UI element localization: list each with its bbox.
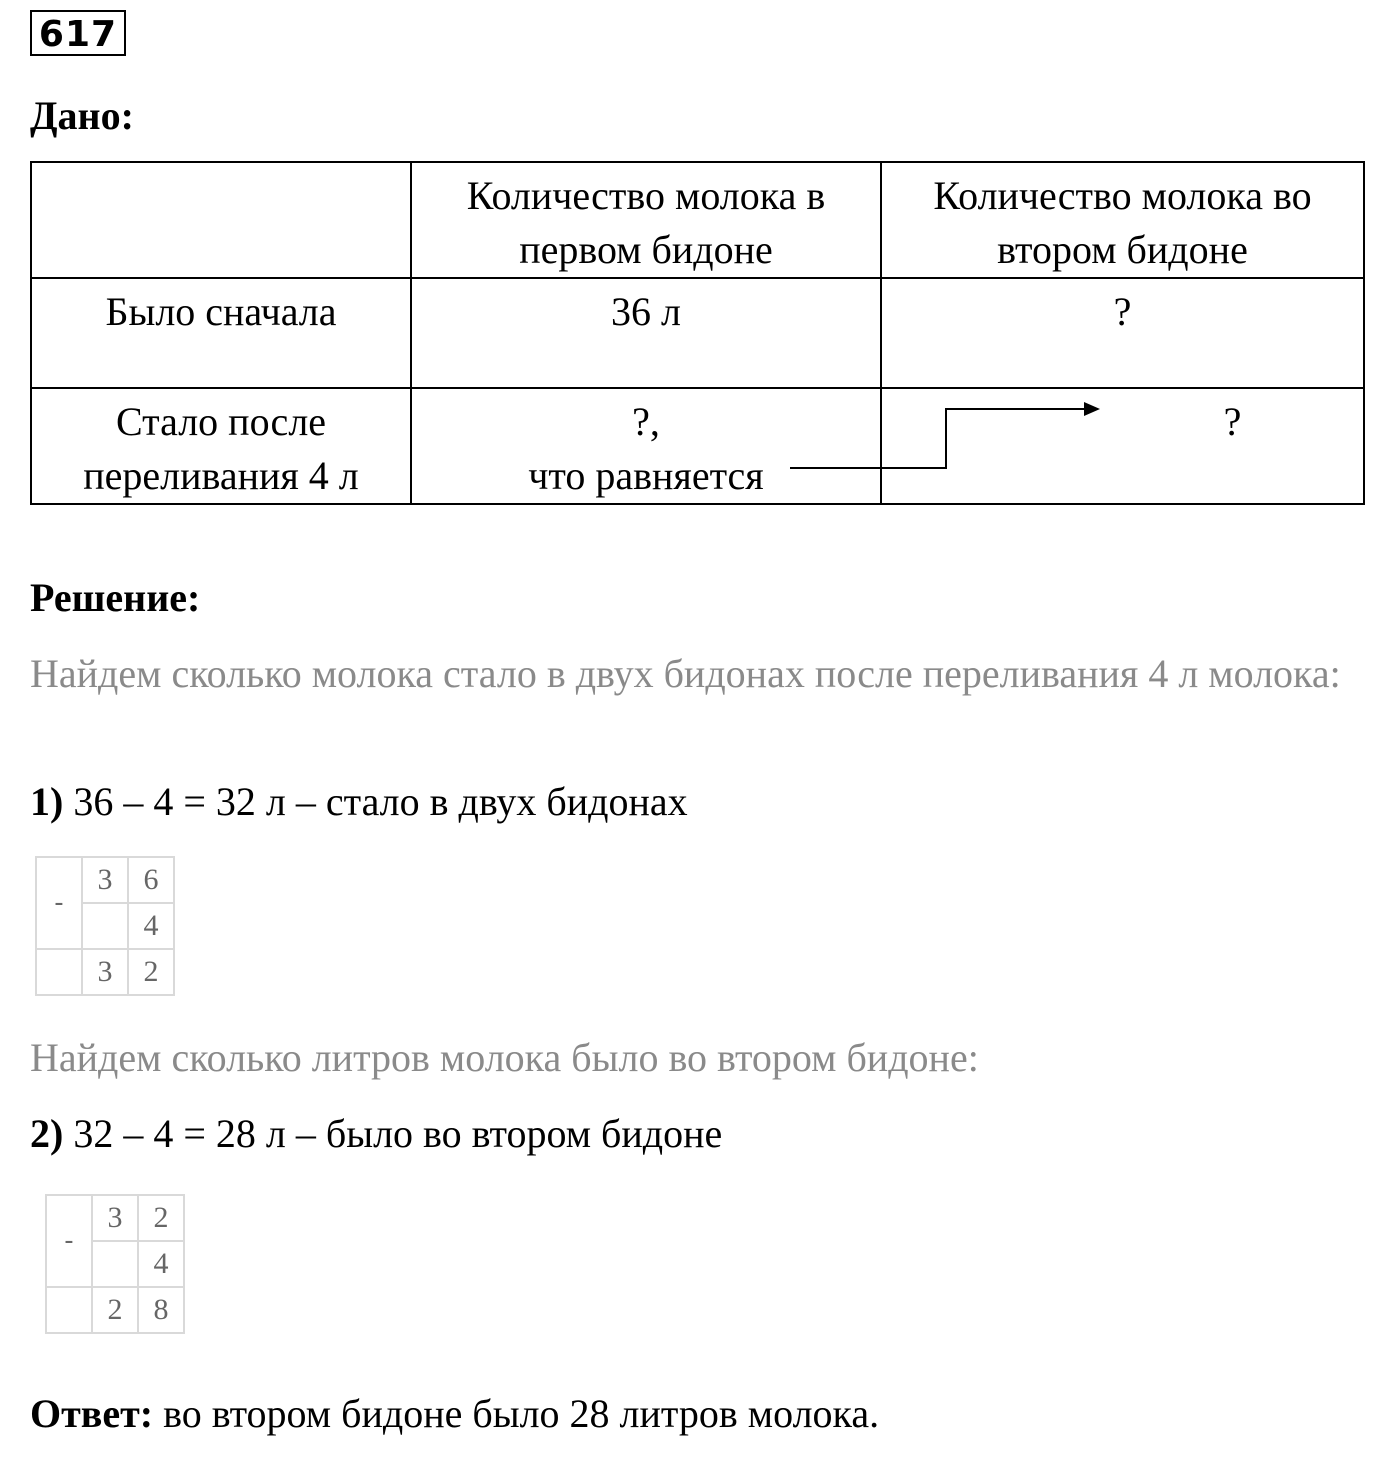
calc2-result-blank bbox=[46, 1287, 92, 1333]
step-1 bbox=[30, 778, 688, 825]
calc1-sign: - bbox=[36, 857, 82, 949]
column-subtraction-2 bbox=[45, 1194, 185, 1334]
calc2-top-ones: 2 bbox=[138, 1195, 184, 1241]
answer-text: во втором бидоне было 28 литров молока. bbox=[163, 1391, 880, 1436]
answer-label: Ответ: bbox=[30, 1391, 154, 1436]
row-after-first bbox=[411, 388, 881, 504]
step-1-number: 1) bbox=[30, 779, 64, 824]
calc1-sub-ones: 4 bbox=[128, 903, 174, 949]
calc1-top-tens: 3 bbox=[82, 857, 128, 903]
explanation-1: Найдем сколько молока стало в двух бидонах после переливания 4 л молока: bbox=[30, 651, 1341, 696]
step-2 bbox=[30, 1110, 722, 1157]
column-subtraction-1 bbox=[35, 856, 175, 996]
calc2-sub-tens bbox=[92, 1241, 138, 1287]
row-after-second bbox=[881, 388, 1364, 504]
step-1-text: 36 – 4 = 32 л – стало в двух бидонах bbox=[73, 779, 688, 824]
header-second-can: Количество молока во втором бидоне bbox=[881, 162, 1364, 278]
solution-heading: Решение: bbox=[30, 575, 201, 620]
calc1-sub-tens bbox=[82, 903, 128, 949]
table-corner-cell bbox=[31, 162, 411, 278]
answer bbox=[30, 1390, 879, 1437]
explanation-2: Найдем сколько литров молока было во втором бидоне: bbox=[30, 1035, 979, 1080]
calc2-result-tens: 2 bbox=[92, 1287, 138, 1333]
step-2-text: 32 – 4 = 28 л – было во втором бидоне bbox=[73, 1111, 723, 1156]
calc2-sign: - bbox=[46, 1195, 92, 1287]
given-table bbox=[30, 161, 1365, 505]
header-first-can: Количество молока в первом бидоне bbox=[411, 162, 881, 278]
calc2-top-tens: 3 bbox=[92, 1195, 138, 1241]
row-initial-label: Было сначала bbox=[31, 278, 411, 388]
calc1-result-blank bbox=[36, 949, 82, 995]
calc1-result-tens: 3 bbox=[82, 949, 128, 995]
row-initial-first: 36 л bbox=[411, 278, 881, 388]
calc2-sub-ones: 4 bbox=[138, 1241, 184, 1287]
calc1-result-ones: 2 bbox=[128, 949, 174, 995]
row-after-first-question: ?, bbox=[632, 399, 660, 444]
given-heading: Дано: bbox=[30, 93, 134, 138]
calc1-top-ones: 6 bbox=[128, 857, 174, 903]
calc2-result-ones: 8 bbox=[138, 1287, 184, 1333]
step-2-number: 2) bbox=[30, 1111, 64, 1156]
row-after-label: Стало после переливания 4 л bbox=[31, 388, 411, 504]
row-initial-second: ? bbox=[881, 278, 1364, 388]
problem-number: 617 bbox=[30, 10, 126, 56]
row-after-first-note: что равняется bbox=[528, 453, 764, 498]
row-after-second-question: ? bbox=[1223, 399, 1242, 444]
